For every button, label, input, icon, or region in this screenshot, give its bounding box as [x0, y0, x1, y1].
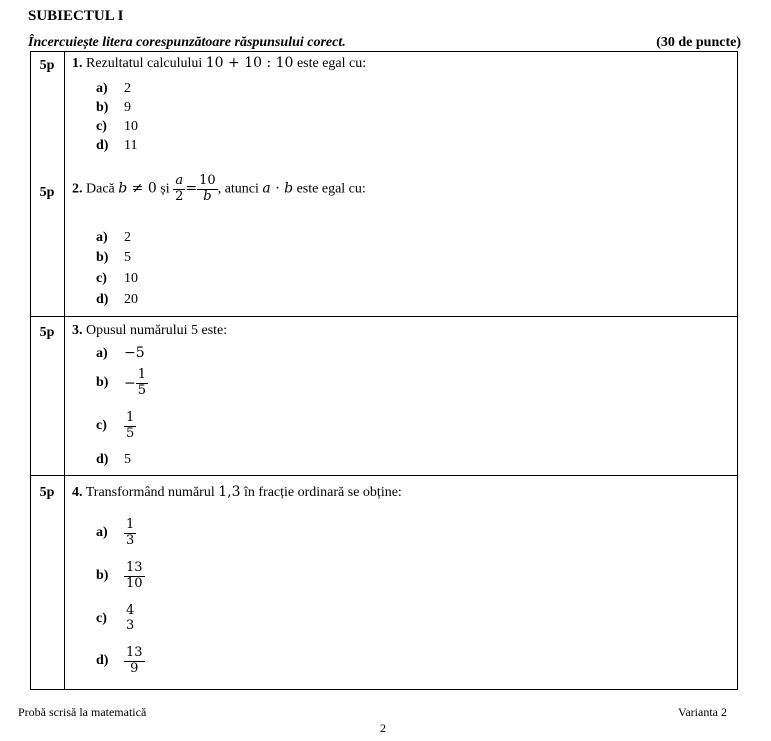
question-text: Transformând numărul [85, 485, 215, 500]
q1-option-c[interactable]: c) 10 [96, 119, 138, 134]
points-q1: 5p [39, 58, 55, 73]
fraction: $\frac{13}{10}$ [126, 560, 143, 591]
question-text: este egal cu: [296, 181, 366, 197]
q2-option-a[interactable]: a) 2 [96, 230, 131, 245]
fraction: 4 3 [126, 603, 135, 633]
row-divider-2 [30, 475, 738, 476]
q3-option-b[interactable]: b) − $\frac{1}{5}$ [96, 367, 147, 398]
points-q4: 5p [39, 485, 55, 500]
question-number: 3. [72, 323, 83, 338]
equals-sign: = [185, 180, 198, 197]
q4-option-a[interactable]: a) $\frac{1}{3}$ [96, 517, 135, 548]
question-3 [72, 323, 227, 339]
condition-expression: b ≠ 0 [118, 180, 157, 197]
question-2 [72, 174, 366, 205]
points-q3: 5p [39, 325, 55, 340]
total-points: (30 de puncte) [656, 35, 741, 50]
decimal-number: 1,3 [218, 484, 241, 500]
instruction-text: Încercuiește litera corespunzătoare răspunsului corect. [28, 35, 346, 50]
q3-option-c[interactable]: c) $\frac{1}{5}$ [96, 410, 135, 441]
fraction: $\frac{1}{3}$ [126, 517, 135, 548]
page-number: 2 [380, 721, 386, 735]
fraction: $\frac{1}{5}$ [137, 367, 147, 398]
q3-option-a[interactable]: a) −5 [96, 345, 145, 361]
footer-variant: Varianta 2 [678, 705, 727, 719]
question-text: este egal cu: [296, 56, 367, 71]
q4-option-b[interactable]: b) $\frac{13}{10}$ [96, 560, 143, 591]
fraction-a-over-2: $\frac{a}{2}$ [175, 173, 184, 204]
fraction: $\frac{13}{9}$ [126, 645, 143, 676]
points-column-divider [64, 51, 65, 690]
q1-option-a[interactable]: a) 2 [96, 81, 131, 96]
question-text: Rezultatul calculului [86, 56, 203, 71]
question-text: Dacă [86, 181, 115, 197]
question-text: în fracție ordinară se obține: [243, 485, 402, 500]
row-divider-1 [30, 316, 738, 317]
q2-option-b[interactable]: b) 5 [96, 250, 131, 265]
points-q2: 5p [39, 185, 55, 200]
minus-sign: − [124, 375, 136, 392]
q1-option-d[interactable]: d) 11 [96, 138, 138, 153]
q2-option-c[interactable]: c) 10 [96, 271, 138, 286]
q4-option-d[interactable]: d) $\frac{13}{9}$ [96, 645, 143, 676]
question-text: Opusul numărului 5 este: [86, 323, 228, 338]
comma: , [217, 181, 222, 197]
product-expression: a · b [262, 180, 294, 197]
fraction: $\frac{1}{5}$ [126, 410, 135, 441]
question-number: 4. [72, 485, 83, 500]
math-expression: 10 + 10 : 10 [205, 55, 294, 71]
question-number: 2. [72, 181, 83, 197]
q2-option-d[interactable]: d) 20 [96, 292, 138, 307]
fraction-10-over-b: $\frac{10}{b}$ [199, 173, 216, 204]
question-text: atunci [224, 181, 259, 197]
question-4 [72, 484, 402, 501]
footer-exam-title: Probă scrisă la matematică [18, 705, 147, 719]
question-number: 1. [72, 56, 83, 71]
question-1 [72, 55, 366, 72]
q4-option-c[interactable]: c) 4 3 [96, 603, 135, 633]
section-heading: SUBIECTUL I [28, 8, 124, 24]
q1-option-b[interactable]: b) 9 [96, 100, 131, 115]
conjunction: și [160, 181, 170, 197]
q3-option-d[interactable]: d) 5 [96, 452, 131, 467]
